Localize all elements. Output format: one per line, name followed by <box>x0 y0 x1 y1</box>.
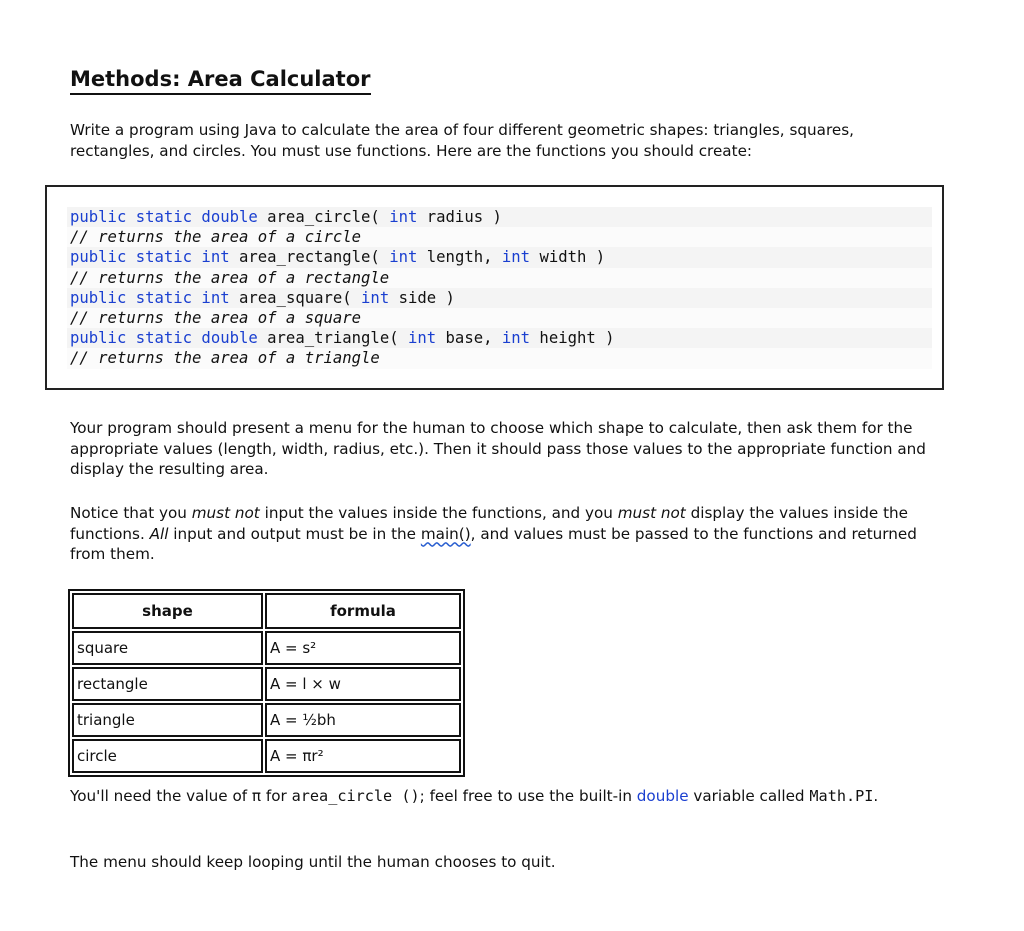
shape-cell: square <box>72 631 263 665</box>
notice-paragraph: Notice that you must not input the values inside the functions, and you must not display the values inside the functions. All input and output must be in the main(), and values must be passed to the functions and returned from them. <box>70 504 917 563</box>
header-shape: shape <box>72 593 263 629</box>
table-row <box>72 631 461 665</box>
shape-cell: triangle <box>72 703 263 737</box>
page-title: Methods: Area Calculator <box>70 66 371 95</box>
code-block <box>45 185 944 390</box>
table-row <box>72 667 461 701</box>
header-formula: formula <box>265 593 461 629</box>
shape-cell: circle <box>72 739 263 773</box>
shape-formula-table <box>68 589 465 777</box>
formula-cell: A = πr² <box>265 739 461 773</box>
main-method-reference: main() <box>420 524 471 543</box>
table-row <box>72 703 461 737</box>
shape-cell: rectangle <box>72 667 263 701</box>
code-comment-circle: // returns the area of a circle <box>67 227 932 247</box>
code-line-area-triangle: public static double area_triangle( int base, int height ) <box>67 328 932 348</box>
intro-paragraph: Write a program using Java to calculate the area of four different geometric shapes: triangles, squares, rectangles, and circles. You must use functions. Here are the functions you should create: <box>70 121 854 160</box>
code-comment-square: // returns the area of a square <box>67 308 932 328</box>
loop-paragraph: The menu should keep looping until the human chooses to quit. <box>70 853 556 871</box>
menu-paragraph: Your program should present a menu for the human to choose which shape to calculate, then ask them for the appropriate values (length, width, radius, etc.). Then it should pass those values to the appropriate function and display the resulting area. <box>70 419 926 478</box>
code-comment-rectangle: // returns the area of a rectangle <box>67 268 932 288</box>
code-line-area-circle: public static double area_circle( int radius ) <box>67 207 932 227</box>
code-comment-triangle: // returns the area of a triangle <box>67 348 932 368</box>
table-row <box>72 739 461 773</box>
formula-cell: A = ½bh <box>265 703 461 737</box>
code-line-area-rectangle: public static int area_rectangle( int length, int width ) <box>67 247 932 267</box>
table-header-row <box>72 593 461 629</box>
formula-cell: A = l × w <box>265 667 461 701</box>
code-line-area-square: public static int area_square( int side ) <box>67 288 932 308</box>
formula-cell: A = s² <box>265 631 461 665</box>
pi-paragraph: You'll need the value of π for area_circle (); feel free to use the built-in double variable called Math.PI. <box>70 787 879 805</box>
